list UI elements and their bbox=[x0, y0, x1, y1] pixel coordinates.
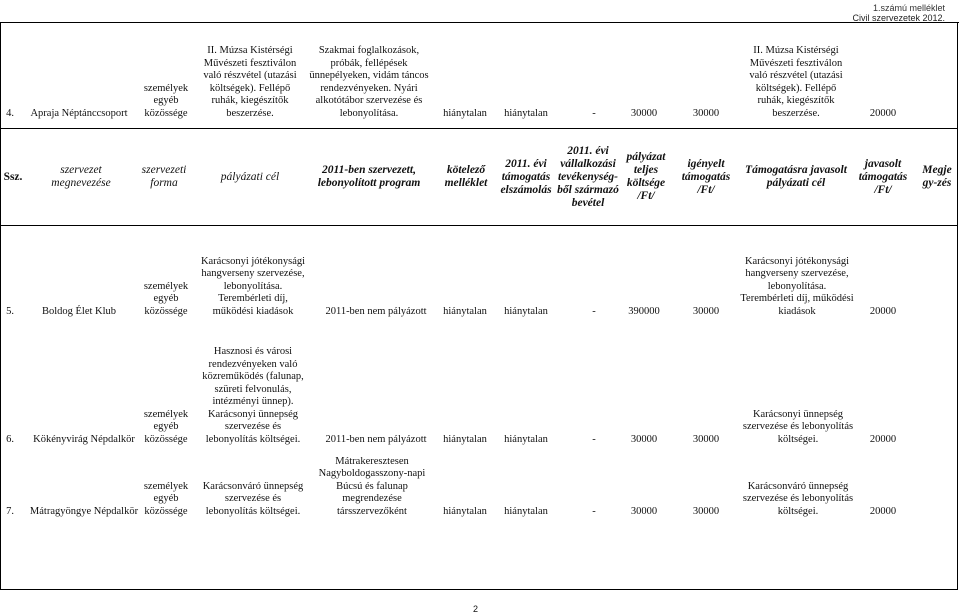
program-2011: Mátrakeresztesen Nagyboldogasszony-napi Búcsú és falunap megrendezése társszervezőként bbox=[318, 455, 426, 517]
application-goal: Karácsonváró ünnepség szervezése és lebonyolítás költségei. bbox=[202, 480, 304, 517]
total-cost: 30000 bbox=[630, 433, 658, 445]
page-number: 2 bbox=[473, 604, 479, 614]
requested-amount: 30000 bbox=[692, 505, 720, 517]
total-cost: 30000 bbox=[630, 107, 658, 119]
header-settlement: 2011. évi támogatás elszámolás bbox=[500, 157, 552, 196]
application-goal: Karácsonyi jótékonysági hangverseny szervezése, lebonyolítása. Terembérleti díj, működési kiadások bbox=[200, 255, 306, 317]
org-form: személyek egyéb közössége bbox=[143, 408, 189, 445]
row-number: 6. bbox=[6, 433, 14, 445]
header-top-border bbox=[0, 128, 958, 129]
program-2011: 2011-ben nem pályázott bbox=[325, 433, 427, 445]
org-name: Boldog Élet Klub bbox=[41, 305, 117, 317]
application-goal: II. Múzsa Kistérségi Művészeti fesztiválon való részvétel (utazási költségek). Fellépő ruhák, kiegészítők beszerzése. bbox=[203, 45, 297, 119]
business-revenue: - bbox=[592, 433, 596, 445]
page-header bbox=[852, 3, 945, 23]
header-attachment: kötelező melléklet bbox=[444, 164, 488, 189]
header-total-cost: pályázat teljes költsége /Ft/ bbox=[626, 151, 666, 202]
attachment-status: hiánytalan bbox=[443, 433, 487, 445]
program-2011: Szakmai foglalkozások, próbák, fellépések ünnepélyeken, vidám táncos rendezvényeken. Nyári alkotótábor szervezése és lebonyolítása. bbox=[309, 45, 429, 119]
annex-label: 1.számú melléklet bbox=[872, 3, 945, 13]
header-goal: pályázati cél bbox=[220, 170, 280, 183]
header-program: 2011-ben szervezett, lebonyolított program bbox=[317, 164, 421, 189]
proposed-goal: Karácsonyi ünnepség szervezése és lebonyolítás költségei. bbox=[742, 408, 854, 445]
total-cost: 30000 bbox=[630, 505, 658, 517]
org-form: személyek egyéb közössége bbox=[143, 480, 189, 517]
header-name: szervezet megnevezése bbox=[51, 164, 111, 189]
header-proposed-goal: Támogatásra javasolt pályázati cél bbox=[745, 164, 847, 189]
proposed-amount: 20000 bbox=[869, 505, 897, 517]
header-requested: igényelt támogatás /Ft/ bbox=[681, 157, 731, 196]
row-number: 4. bbox=[6, 107, 14, 119]
header-bottom-border bbox=[0, 225, 958, 226]
program-2011: 2011-ben nem pályázott bbox=[325, 305, 427, 317]
row-number: 7. bbox=[6, 505, 14, 517]
settlement-status: hiánytalan bbox=[504, 107, 548, 119]
proposed-amount: 20000 bbox=[869, 433, 897, 445]
attachment-status: hiánytalan bbox=[443, 305, 487, 317]
proposed-goal: Karácsonyi jótékonysági hangverseny szervezése, lebonyolítása. Terembérleti díj, működési kiadások bbox=[740, 255, 854, 317]
business-revenue: - bbox=[592, 505, 596, 517]
org-name: Mátragyöngye Népdalkör bbox=[29, 505, 139, 517]
business-revenue: - bbox=[592, 107, 596, 119]
header-note: Megje gy-zés bbox=[922, 164, 952, 189]
org-form: személyek egyéb közössége bbox=[143, 82, 189, 119]
proposed-goal: Karácsonváró ünnepség szervezése és lebonyolítás költségei. bbox=[742, 480, 854, 517]
proposed-amount: 20000 bbox=[869, 107, 897, 119]
total-cost: 390000 bbox=[628, 305, 660, 317]
org-name: Kökényvirág Népdalkör bbox=[33, 433, 135, 445]
requested-amount: 30000 bbox=[692, 433, 720, 445]
row-number: 5. bbox=[6, 305, 14, 317]
header-proposed-amount: javasolt támogatás /Ft/ bbox=[858, 157, 908, 196]
header-revenue: 2011. évi vállalkozási tevékenység-ből származó bevétel bbox=[557, 144, 619, 209]
header-ssz: Ssz. bbox=[3, 170, 23, 183]
settlement-status: hiánytalan bbox=[504, 433, 548, 445]
proposed-amount: 20000 bbox=[869, 305, 897, 317]
requested-amount: 30000 bbox=[692, 107, 720, 119]
business-revenue: - bbox=[592, 305, 596, 317]
settlement-status: hiánytalan bbox=[504, 305, 548, 317]
org-name: Apraja Néptánccsoport bbox=[30, 107, 128, 119]
document-subtitle: Civil szervezetek 2012. bbox=[852, 13, 945, 23]
attachment-status: hiánytalan bbox=[443, 505, 487, 517]
attachment-status: hiánytalan bbox=[443, 107, 487, 119]
settlement-status: hiánytalan bbox=[504, 505, 548, 517]
org-form: személyek egyéb közössége bbox=[143, 280, 189, 317]
requested-amount: 30000 bbox=[692, 305, 720, 317]
proposed-goal: II. Múzsa Kistérségi Művészeti fesztiválon való részvétel (utazási költségek). Fellépő ruhák, kiegészítők beszerzése. bbox=[749, 45, 843, 119]
application-goal: Hasznosi és városi rendezvényeken való közreműködés (falunap, szüreti felvonulás, intézményi ünnep). Karácsonyi ünnepség szervezése és lebonyolítás költségei. bbox=[202, 346, 304, 445]
header-form: szervezeti forma bbox=[141, 164, 187, 189]
